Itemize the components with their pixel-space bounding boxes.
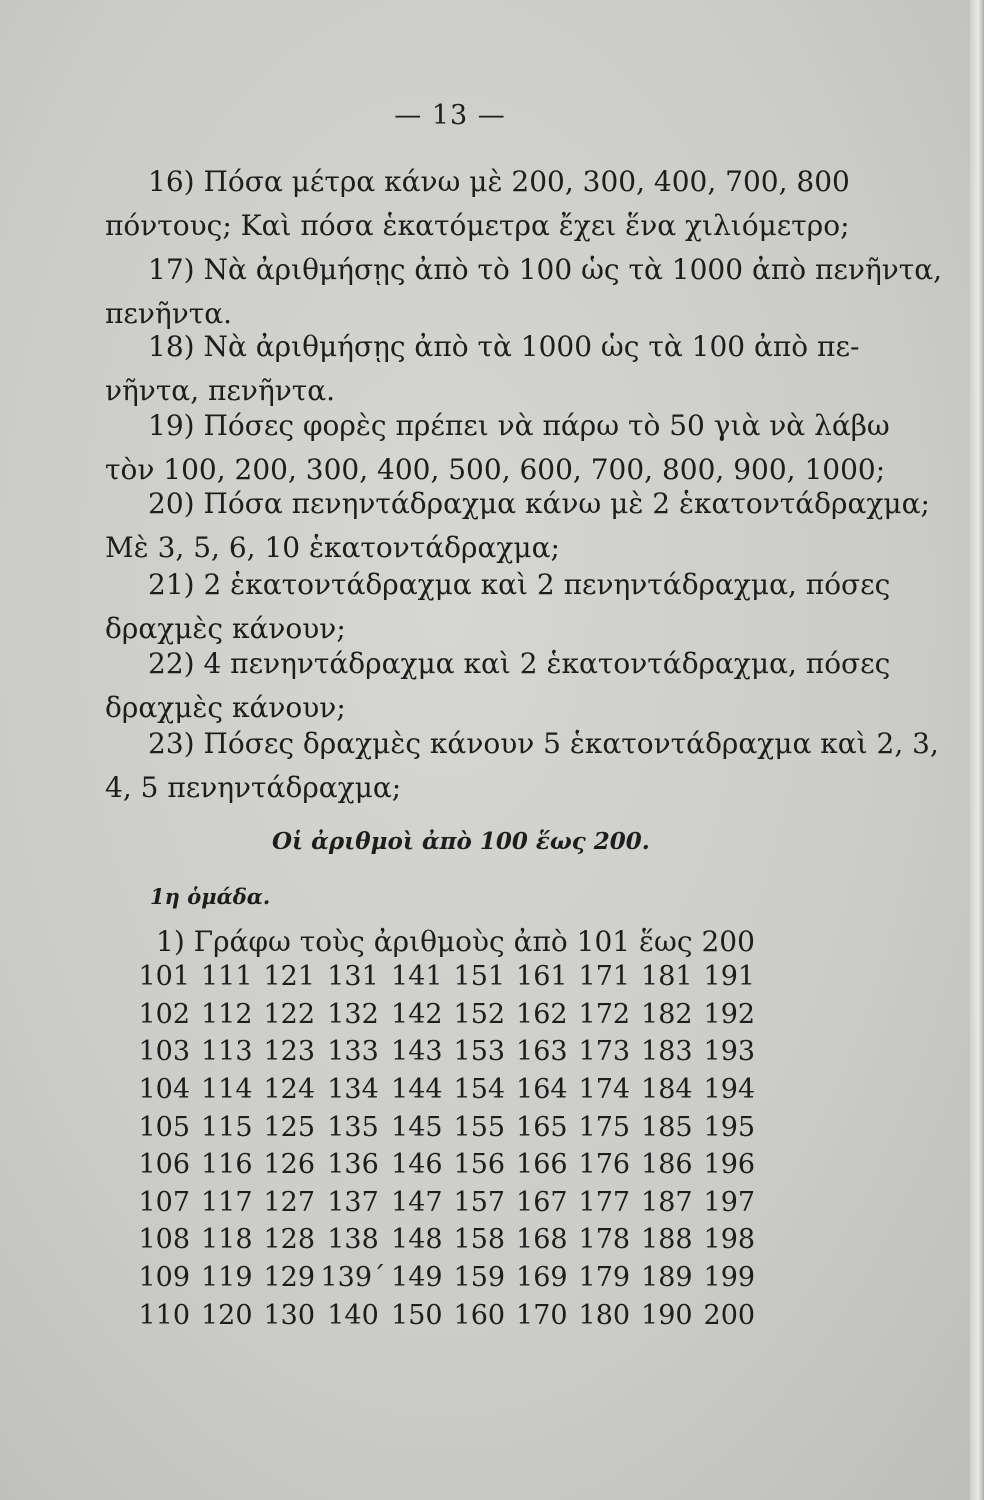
- question-line: Μὲ 3, 5, 6, 10 ἑκατοντάδραχμα;: [105, 531, 560, 564]
- table-row: [133, 1033, 761, 1071]
- table-cell: 169: [516, 1262, 568, 1294]
- page-number: — 13 —: [394, 100, 506, 131]
- table-cell: 143: [391, 1036, 443, 1068]
- table-cell: 121: [263, 961, 316, 993]
- table-cell: 166: [516, 1149, 568, 1181]
- table-cell: 160: [453, 1299, 506, 1331]
- table-cell: 101: [138, 961, 191, 993]
- table-cell: 152: [453, 998, 506, 1030]
- table-cell: 115: [200, 1111, 253, 1143]
- table-cell: 113: [200, 1036, 253, 1068]
- section-heading: Οἱ ἀριθμοὶ ἀπὸ 100 ἕως 200.: [272, 828, 650, 855]
- table-cell: 198: [703, 1224, 756, 1256]
- table-cell: 128: [263, 1224, 316, 1256]
- table-cell: 199: [703, 1262, 756, 1294]
- table-cell: 116: [200, 1149, 253, 1181]
- table-cell: 126: [263, 1149, 316, 1181]
- table-cell: 184: [641, 1074, 693, 1106]
- question-line: 16) Πόσα μέτρα κάνω μὲ 200, 300, 400, 700, 800: [148, 165, 850, 198]
- table-row: [133, 1071, 761, 1109]
- question-line: δραχμὲς κάνουν;: [105, 612, 346, 645]
- question-20: [105, 482, 930, 570]
- table-cell: 147: [391, 1186, 443, 1218]
- table-row: [133, 1146, 761, 1184]
- table-cell: 140: [327, 1299, 379, 1331]
- table-cell: 186: [641, 1149, 693, 1181]
- question-18: [105, 325, 859, 413]
- table-cell: 161: [516, 961, 568, 993]
- table-cell: 104: [138, 1074, 191, 1106]
- table-cell: 105: [138, 1111, 191, 1143]
- table-cell: 146: [391, 1149, 443, 1181]
- table-cell: 179: [578, 1262, 631, 1294]
- table-cell: 171: [578, 961, 631, 993]
- table-cell: 110: [138, 1299, 191, 1331]
- table-cell: 155: [453, 1111, 506, 1143]
- question-16: [105, 160, 850, 248]
- table-cell: 177: [578, 1186, 631, 1218]
- table-cell: 154: [453, 1074, 506, 1106]
- table-cell: 119: [200, 1262, 253, 1294]
- table-cell: 188: [641, 1224, 693, 1256]
- table-cell: 106: [138, 1149, 191, 1181]
- table-cell: 138: [327, 1224, 379, 1256]
- table-cell: 174: [578, 1074, 631, 1106]
- table-cell: 149: [391, 1262, 443, 1294]
- table-cell: 150: [391, 1299, 443, 1331]
- table-cell: 194: [703, 1074, 756, 1106]
- table-cell: 156: [453, 1149, 506, 1181]
- table-cell: 173: [578, 1036, 631, 1068]
- table-cell: 181: [641, 961, 693, 993]
- question-23: [105, 722, 939, 810]
- table-cell: 158: [453, 1224, 506, 1256]
- table-cell: 183: [641, 1036, 693, 1068]
- table-cell: 131: [327, 961, 379, 993]
- table-cell: 142: [391, 998, 443, 1030]
- table-cell: 114: [200, 1074, 253, 1106]
- table-cell: 148: [391, 1224, 443, 1256]
- question-line: πενῆντα.: [105, 297, 233, 330]
- table-cell: 102: [138, 998, 191, 1030]
- table-cell: 117: [200, 1186, 253, 1218]
- table-cell: 122: [263, 998, 316, 1030]
- table-cell: 167: [516, 1186, 568, 1218]
- table-cell: 129: [263, 1262, 316, 1294]
- question-line: 22) 4 πενηντάδραχμα καὶ 2 ἑκατοντάδραχμα, πόσες: [148, 647, 891, 680]
- table-cell: 153: [453, 1036, 506, 1068]
- question-line: δραχμὲς κάνουν;: [105, 691, 346, 724]
- table-cell: 124: [263, 1074, 316, 1106]
- table-cell: 107: [138, 1186, 191, 1218]
- table-cell: 103: [138, 1036, 191, 1068]
- number-table: [133, 958, 761, 1334]
- table-cell: 132: [327, 998, 379, 1030]
- table-cell: 108: [138, 1224, 191, 1256]
- exercise-intro: 1) Γράφω τοὺς ἀριθμοὺς ἀπὸ 101 ἕως 200: [156, 925, 755, 958]
- table-cell: 111: [200, 961, 253, 993]
- table-cell: 137: [327, 1186, 379, 1218]
- question-22: [105, 642, 890, 730]
- table-row: [133, 1108, 761, 1146]
- table-cell: 145: [391, 1111, 443, 1143]
- question-line: 4, 5 πενηντάδραχμα;: [105, 771, 402, 804]
- table-cell: 135: [327, 1111, 379, 1143]
- table-cell: 118: [200, 1224, 253, 1256]
- group-label: 1η ὁμάδα.: [150, 884, 271, 909]
- table-cell: 120: [200, 1299, 253, 1331]
- table-cell: 176: [578, 1149, 631, 1181]
- table-cell: 196: [703, 1149, 756, 1181]
- question-line: 18) Νὰ ἀριθμήσῃς ἀπὸ τὰ 1000 ὡς τὰ 100 ἀπὸ πε-: [148, 330, 860, 363]
- table-row: [133, 958, 761, 996]
- question-line: 17) Νὰ ἀριθμήσῃς ἀπὸ τὸ 100 ὡς τὰ 1000 ἀπὸ πενῆντα,: [148, 253, 943, 286]
- table-cell: 172: [578, 998, 631, 1030]
- table-cell: 168: [516, 1224, 568, 1256]
- question-line: 20) Πόσα πενηντάδραχμα κάνω μὲ 2 ἑκατοντάδραχμα;: [148, 487, 930, 520]
- table-cell: 162: [516, 998, 568, 1030]
- table-cell: 182: [641, 998, 693, 1030]
- table-cell: 187: [641, 1186, 693, 1218]
- table-cell: 151: [453, 961, 506, 993]
- table-cell: 175: [578, 1111, 631, 1143]
- table-cell: 191: [703, 961, 756, 993]
- question-line: τὸν 100, 200, 300, 400, 500, 600, 700, 800, 900, 1000;: [105, 453, 886, 486]
- table-cell: 123: [263, 1036, 316, 1068]
- table-row: [133, 1221, 761, 1259]
- table-cell: 195: [703, 1111, 756, 1143]
- table-cell: 136: [327, 1149, 379, 1181]
- question-line: 21) 2 ἑκατοντάδραχμα καὶ 2 πενηντάδραχμα, πόσες: [148, 568, 891, 601]
- question-19: [105, 404, 890, 492]
- table-row: [133, 996, 761, 1034]
- table-cell: 200: [703, 1299, 756, 1331]
- question-line: 19) Πόσες φορὲς πρέπει νὰ πάρω τὸ 50 γιὰ νὰ λάβω: [148, 409, 890, 442]
- table-cell: 189: [641, 1262, 693, 1294]
- table-cell: 127: [263, 1186, 316, 1218]
- table-row: [133, 1259, 761, 1297]
- table-cell: 133: [327, 1036, 379, 1068]
- question-line: πόντους; Καὶ πόσα ἑκατόμετρα ἔχει ἕνα χιλιόμετρο;: [105, 209, 850, 242]
- table-cell: 130: [263, 1299, 316, 1331]
- table-row: [133, 1184, 761, 1222]
- table-cell: 178: [578, 1224, 631, 1256]
- table-cell: 197: [703, 1186, 756, 1218]
- table-cell: 141: [391, 961, 443, 993]
- table-cell: 112: [200, 998, 253, 1030]
- table-cell: 125: [263, 1111, 316, 1143]
- question-21: [105, 563, 890, 651]
- table-cell: 185: [641, 1111, 693, 1143]
- table-cell: 144: [391, 1074, 443, 1106]
- table-cell: 192: [703, 998, 756, 1030]
- question-line: 23) Πόσες δραχμὲς κάνουν 5 ἑκατοντάδραχμα καὶ 2, 3,: [148, 727, 939, 760]
- table-cell: 190: [641, 1299, 693, 1331]
- table-cell: 163: [516, 1036, 568, 1068]
- table-cell: 165: [516, 1111, 568, 1143]
- table-cell: 159: [453, 1262, 506, 1294]
- table-cell: 170: [516, 1299, 568, 1331]
- table-row: [133, 1296, 761, 1334]
- table-cell: 109: [138, 1262, 191, 1294]
- table-cell: 193: [703, 1036, 756, 1068]
- table-cell: 164: [516, 1074, 568, 1106]
- table-cell: 157: [453, 1186, 506, 1218]
- question-line: νῆντα, πενῆντα.: [105, 374, 336, 407]
- table-cell: 180: [578, 1299, 631, 1331]
- table-cell: 139΄: [320, 1262, 386, 1294]
- table-cell: 134: [327, 1074, 379, 1106]
- question-17: [105, 248, 942, 336]
